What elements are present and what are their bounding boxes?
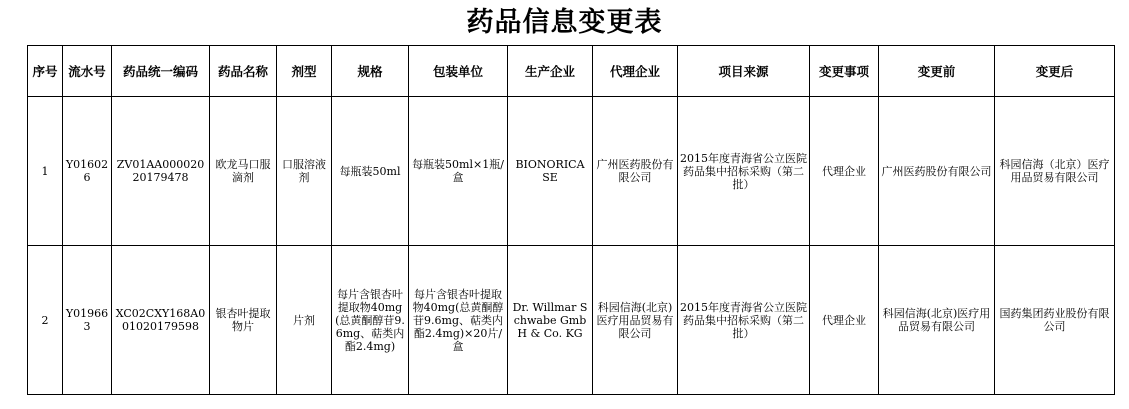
cell-flow-number: Y016026 bbox=[63, 97, 112, 246]
header-serial-number: 序号 bbox=[28, 46, 63, 97]
cell-before-change: 科园信海(北京)医疗用品贸易有限公司 bbox=[879, 246, 995, 395]
header-after-change: 变更后 bbox=[995, 46, 1115, 97]
cell-after-change: 科园信海（北京）医疗用品贸易有限公司 bbox=[995, 97, 1115, 246]
cell-change-item: 代理企业 bbox=[810, 246, 879, 395]
drug-change-table bbox=[27, 45, 1115, 395]
cell-drug-code: ZV01AA00002020179478 bbox=[112, 97, 210, 246]
cell-after-change: 国药集团药业股份有限公司 bbox=[995, 246, 1115, 395]
page-title: 药品信息变更表 bbox=[466, 7, 663, 38]
cell-agent: 科园信海(北京)医疗用品贸易有限公司 bbox=[593, 246, 678, 395]
header-flow-number: 流水号 bbox=[63, 46, 112, 97]
table-row bbox=[28, 97, 1115, 246]
header-drug-name: 药品名称 bbox=[210, 46, 277, 97]
header-before-change: 变更前 bbox=[879, 46, 995, 97]
cell-serial-number: 1 bbox=[28, 97, 63, 246]
cell-dosage-form: 片剂 bbox=[277, 246, 332, 395]
cell-specification: 每瓶装50ml bbox=[332, 97, 409, 246]
cell-specification: 每片含银杏叶提取物40mg(总黄酮醇苷9.6mg、萜类内酯2.4mg) bbox=[332, 246, 409, 395]
cell-package-unit: 每瓶装50ml×1瓶/盒 bbox=[409, 97, 508, 246]
cell-dosage-form: 口服溶液剂 bbox=[277, 97, 332, 246]
cell-project-source: 2015年度青海省公立医院药品集中招标采购（第二批） bbox=[678, 246, 810, 395]
cell-serial-number: 2 bbox=[28, 246, 63, 395]
header-manufacturer: 生产企业 bbox=[508, 46, 593, 97]
cell-drug-name: 银杏叶提取物片 bbox=[210, 246, 277, 395]
header-project-source: 项目来源 bbox=[678, 46, 810, 97]
cell-drug-code: XC02CXY168A001020179598 bbox=[112, 246, 210, 395]
header-package-unit: 包装单位 bbox=[409, 46, 508, 97]
header-dosage-form: 剂型 bbox=[277, 46, 332, 97]
header-specification: 规格 bbox=[332, 46, 409, 97]
cell-before-change: 广州医药股份有限公司 bbox=[879, 97, 995, 246]
cell-drug-name: 欧龙马口服滴剂 bbox=[210, 97, 277, 246]
header-row bbox=[28, 46, 1115, 97]
cell-flow-number: Y019663 bbox=[63, 246, 112, 395]
cell-manufacturer: BIONORICA SE bbox=[508, 97, 593, 246]
cell-package-unit: 每片含银杏叶提取物40mg(总黄酮醇苷9.6mg、萜类内酯2.4mg)×20片/盒 bbox=[409, 246, 508, 395]
header-drug-code: 药品统一编码 bbox=[112, 46, 210, 97]
table-row bbox=[28, 246, 1115, 395]
header-agent: 代理企业 bbox=[593, 46, 678, 97]
cell-agent: 广州医药股份有限公司 bbox=[593, 97, 678, 246]
cell-manufacturer: Dr. Willmar Schwabe GmbH & Co. KG bbox=[508, 246, 593, 395]
cell-project-source: 2015年度青海省公立医院药品集中招标采购（第二批） bbox=[678, 97, 810, 246]
cell-change-item: 代理企业 bbox=[810, 97, 879, 246]
header-change-item: 变更事项 bbox=[810, 46, 879, 97]
